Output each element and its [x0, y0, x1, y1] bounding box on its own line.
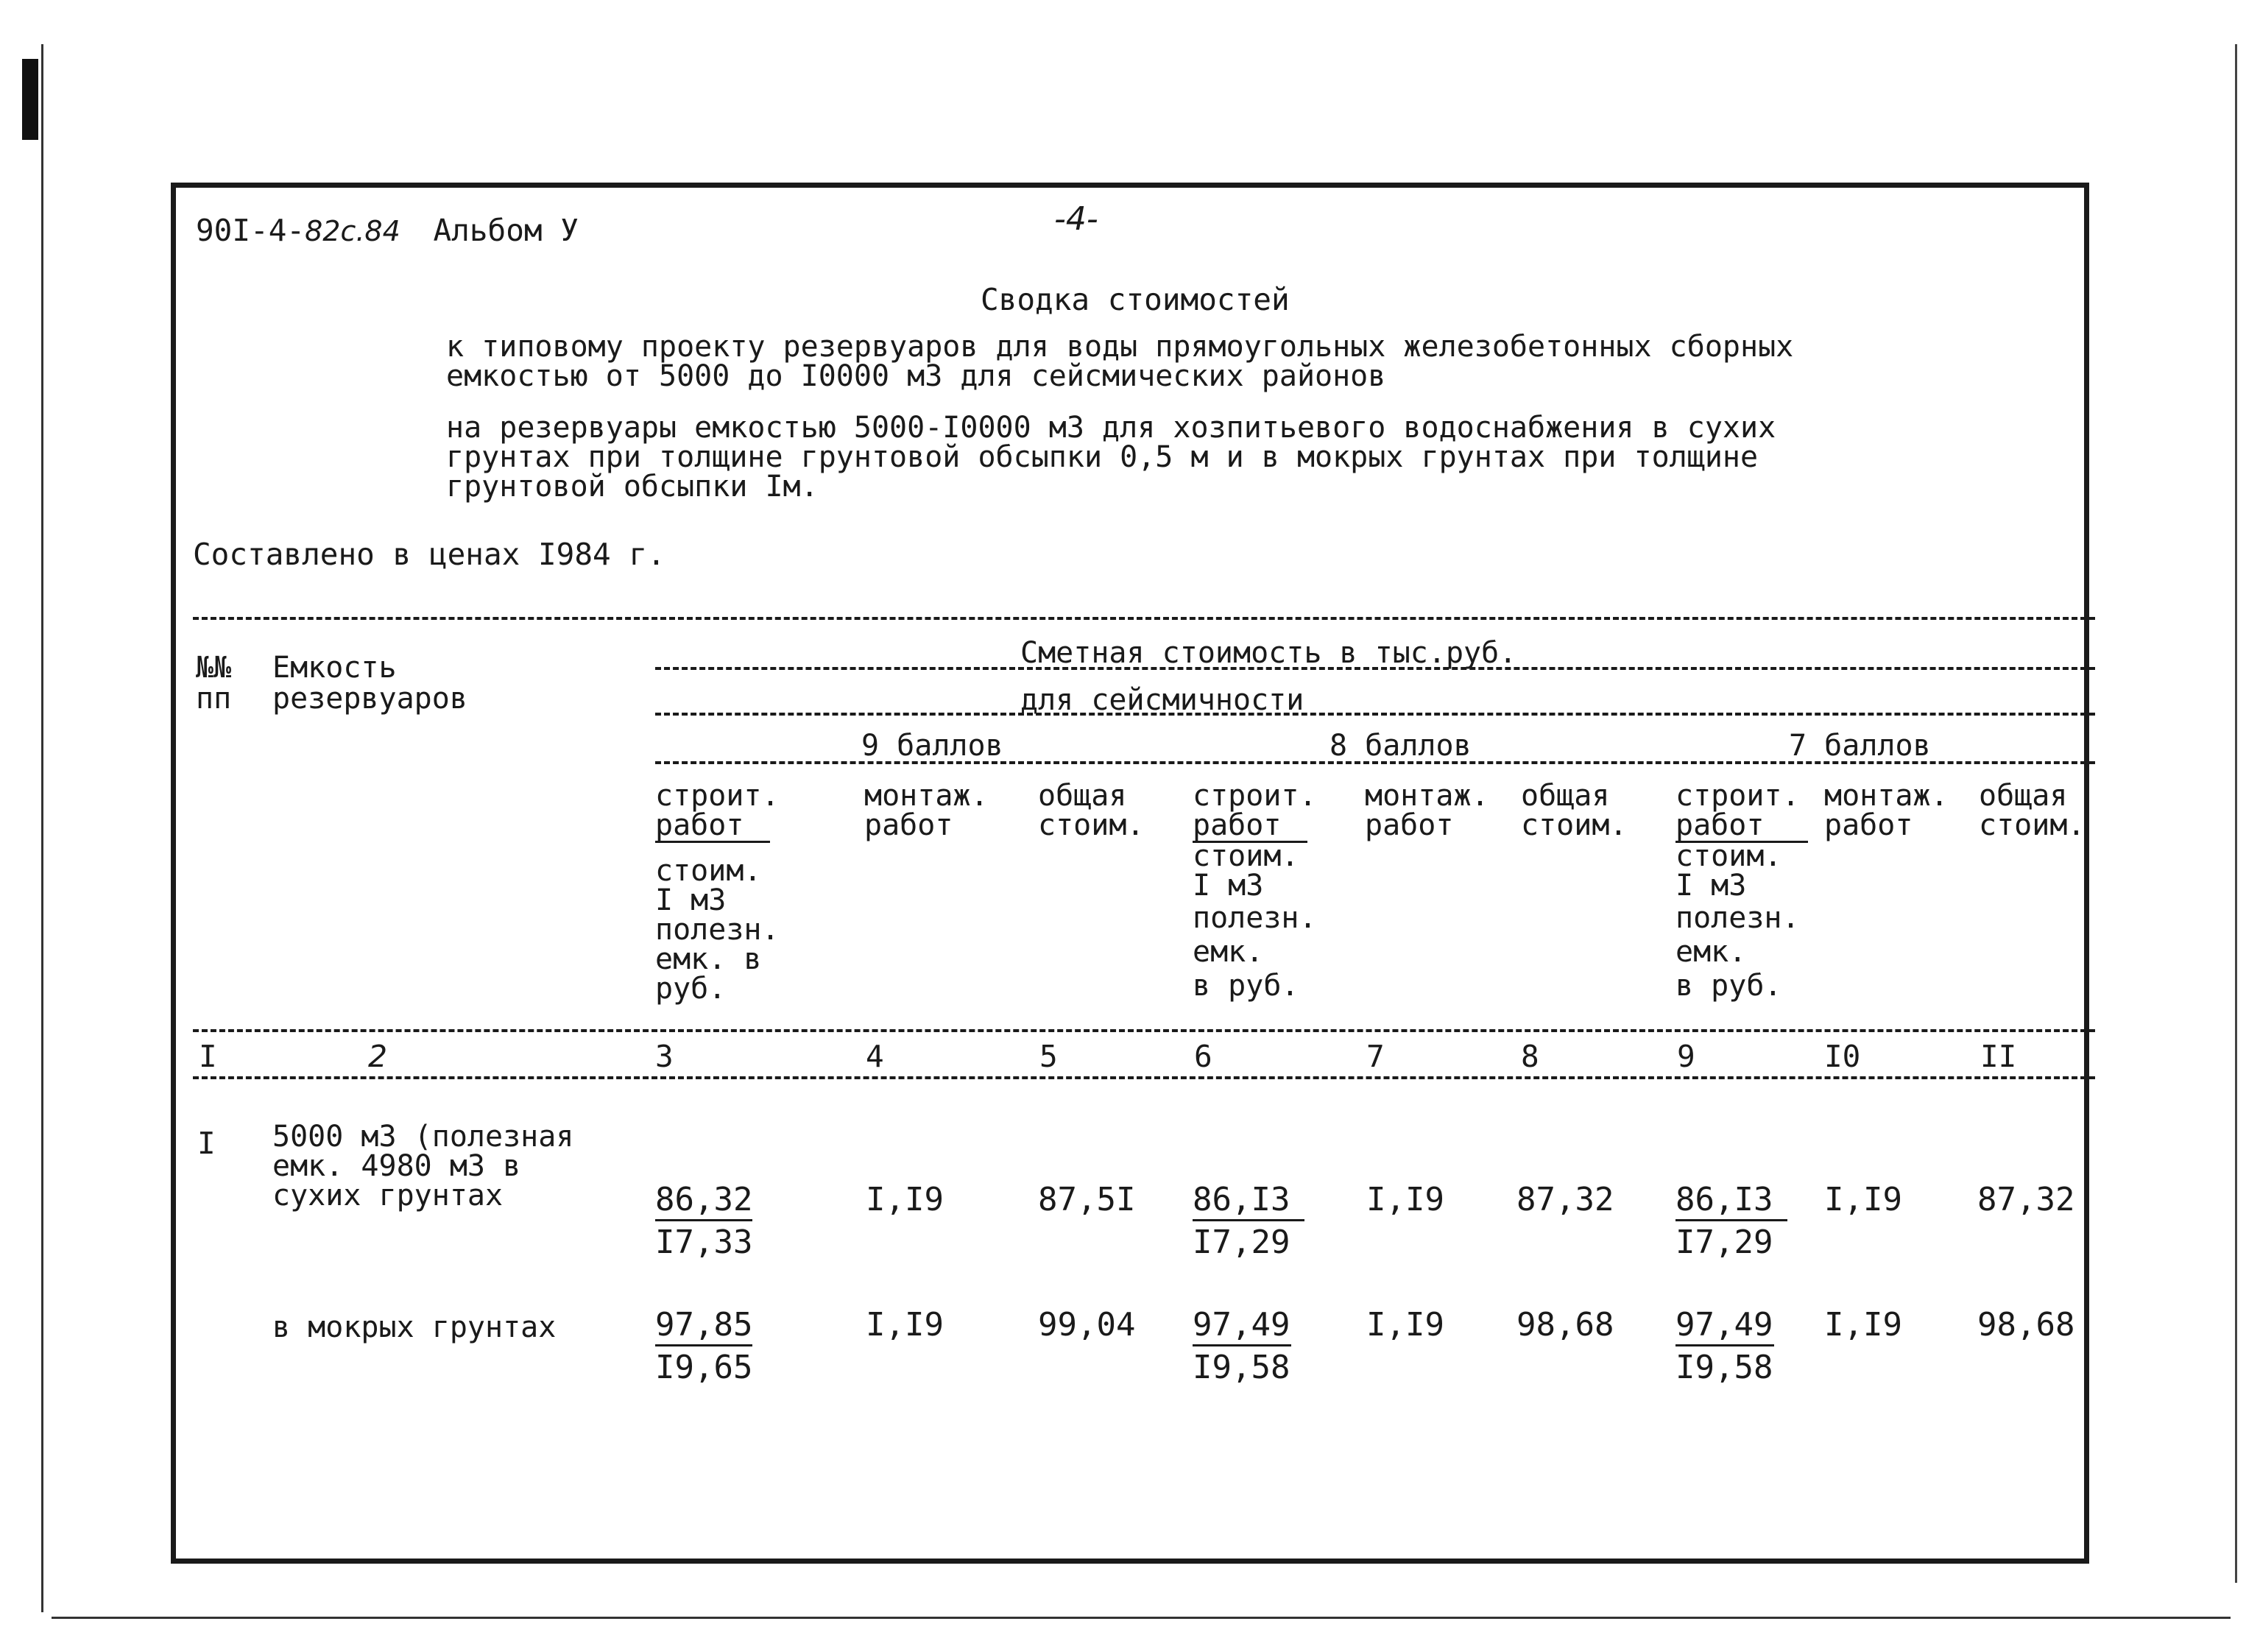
row2-col4: I,I9 [866, 1306, 944, 1344]
row2-col3: 97,85 [655, 1306, 753, 1344]
total-7-a: общая [1979, 779, 2068, 813]
build-work-9-underline [655, 841, 770, 843]
doc-code-printed: 90I-4- [196, 213, 306, 248]
unit-cost-7-l3: полезн. [1675, 901, 1800, 935]
doc-code-handwritten: 82c.84 [305, 215, 400, 247]
row1-col5: 87,5I [1038, 1181, 1136, 1218]
row2-col8: 98,68 [1516, 1306, 1614, 1344]
install-9-b: работ [864, 808, 953, 842]
unit-cost-7-l2: I м3 [1675, 869, 1747, 903]
title-line-2: емкостью от 5000 до I0000 м3 для сейсмических районов [446, 359, 1386, 393]
row2-col9-unit: I9,58 [1675, 1349, 1773, 1386]
install-7-b: работ [1824, 808, 1913, 842]
col-number-3: 3 [655, 1039, 674, 1074]
col-number-2: 2 [368, 1039, 388, 1074]
unit-cost-8-l5: в руб. [1193, 969, 1299, 1003]
row1-col3: 86,32 [655, 1181, 753, 1218]
row1-col3-unit: I7,33 [655, 1224, 753, 1261]
unit-cost-8-l1: стоим. [1193, 839, 1299, 873]
doc-code [196, 213, 579, 248]
col-num-header-a: №№ [196, 651, 232, 685]
build-work-7-a: строит. [1675, 779, 1800, 813]
row2-col5: 99,04 [1038, 1306, 1136, 1344]
row1-col9: 86,I3 [1675, 1181, 1773, 1218]
row1-num: I [197, 1126, 216, 1161]
scan-edge-mark [22, 59, 38, 140]
total-8-a: общая [1521, 779, 1610, 813]
seismic-group-header: для сейсмичности [1020, 683, 1304, 717]
total-9-a: общая [1038, 779, 1127, 813]
build-work-8-b: работ [1193, 808, 1282, 842]
build-work-7-b: работ [1675, 808, 1765, 842]
unit-cost-8-l2: I м3 [1193, 869, 1264, 903]
row2-col6-underline [1193, 1344, 1291, 1346]
title-line-3: на резервуары емкостью 5000-I0000 м3 для хозпитьевого водоснабжения в сухих [446, 411, 1776, 445]
row1-col8: 87,32 [1516, 1181, 1614, 1218]
row1-col11: 87,32 [1977, 1181, 2075, 1218]
col-number-5: 5 [1039, 1039, 1058, 1074]
build-work-9-a: строит. [655, 779, 780, 813]
unit-cost-7-l4: емк. [1675, 935, 1747, 969]
col-capacity-header-b: резервуаров [272, 682, 467, 716]
col-num-header-b: пп [196, 682, 232, 716]
row2-desc: в мокрых грунтах [272, 1310, 557, 1344]
total-7-b: стоим. [1979, 808, 2086, 842]
title-line-1: к типовому проекту резервуаров для воды прямоугольных железобетонных сборных [446, 330, 1794, 364]
album-label: Альбом У [433, 213, 579, 248]
cost-group-header: Сметная стоимость в тыс.руб. [1020, 636, 1517, 670]
group-9-balls: 9 баллов [861, 729, 1003, 763]
unit-cost-8-l3: полезн. [1193, 901, 1317, 935]
row1-col3-underline [655, 1219, 752, 1221]
row2-col6: 97,49 [1193, 1306, 1290, 1344]
row1-col6-unit: I7,29 [1193, 1224, 1290, 1261]
prices-note: Составлено в ценах I984 г. [193, 537, 665, 572]
col-number-11: II [1980, 1039, 2017, 1074]
row1-col9-underline [1675, 1219, 1787, 1221]
row2-col10: I,I9 [1824, 1306, 1902, 1344]
row2-col3-unit: I9,65 [655, 1349, 753, 1386]
total-8-b: стоим. [1521, 808, 1628, 842]
col-number-8: 8 [1521, 1039, 1539, 1074]
group-8-balls: 8 баллов [1329, 729, 1472, 763]
row2-col7: I,I9 [1366, 1306, 1444, 1344]
col-number-7: 7 [1366, 1039, 1385, 1074]
row2-col3-underline [655, 1344, 752, 1346]
row1-col4: I,I9 [866, 1181, 944, 1218]
unit-cost-9-l5: руб. [655, 972, 727, 1006]
unit-cost-9-l1: стоим. [655, 854, 762, 888]
scan-edge-line [41, 44, 43, 1612]
group-7-balls: 7 баллов [1789, 729, 1931, 763]
row1-col6: 86,I3 [1193, 1181, 1290, 1218]
install-8-b: работ [1365, 808, 1454, 842]
col-capacity-header-a: Емкость [272, 651, 397, 685]
col-number-6: 6 [1194, 1039, 1212, 1074]
install-9-a: монтаж. [864, 779, 989, 813]
col-number-9: 9 [1677, 1039, 1695, 1074]
col-number-4: 4 [866, 1039, 884, 1074]
row2-col9: 97,49 [1675, 1306, 1773, 1344]
col-numbers-bottom-rule [193, 1076, 2095, 1079]
seismic-group-rule [655, 713, 2095, 716]
page-number: -4- [1054, 200, 1098, 238]
col-number-10: I0 [1824, 1039, 1861, 1074]
row1-col10: I,I9 [1824, 1181, 1902, 1218]
row2-col11: 98,68 [1977, 1306, 2075, 1344]
scan-right-line [2235, 44, 2237, 1583]
title-line-5: грунтовой обсыпки Iм. [446, 470, 819, 504]
row1-col6-underline [1193, 1219, 1304, 1221]
install-7-a: монтаж. [1824, 779, 1949, 813]
build-work-8-a: строит. [1193, 779, 1317, 813]
col-number-1: I [199, 1039, 217, 1074]
build-work-9-b: работ [655, 808, 744, 842]
row2-col9-underline [1675, 1344, 1774, 1346]
doc-heading: Сводка стоимостей [981, 282, 1290, 317]
scan-bottom-line [52, 1617, 2231, 1619]
table-top-rule [193, 617, 2095, 620]
row1-col7: I,I9 [1366, 1181, 1444, 1218]
unit-cost-7-l5: в руб. [1675, 969, 1782, 1003]
col-numbers-top-rule [193, 1029, 2095, 1032]
row1-desc-2: емк. 4980 м3 в [272, 1149, 521, 1183]
unit-cost-7-l1: стоим. [1675, 839, 1782, 873]
unit-cost-9-l2: I м3 [655, 883, 727, 917]
install-8-a: монтаж. [1365, 779, 1489, 813]
row1-col9-unit: I7,29 [1675, 1224, 1773, 1261]
row2-col6-unit: I9,58 [1193, 1349, 1290, 1386]
unit-cost-8-l4: емк. [1193, 935, 1264, 969]
unit-cost-9-l3: полезн. [655, 913, 780, 947]
unit-cost-9-l4: емк. в [655, 942, 762, 976]
row1-desc-3: сухих грунтах [272, 1179, 504, 1212]
title-line-4: грунтах при толщине грунтовой обсыпки 0,5 м и в мокрых грунтах при толщине [446, 440, 1759, 474]
total-9-b: стоим. [1038, 808, 1145, 842]
row1-desc-1: 5000 м3 (полезная [272, 1120, 574, 1154]
